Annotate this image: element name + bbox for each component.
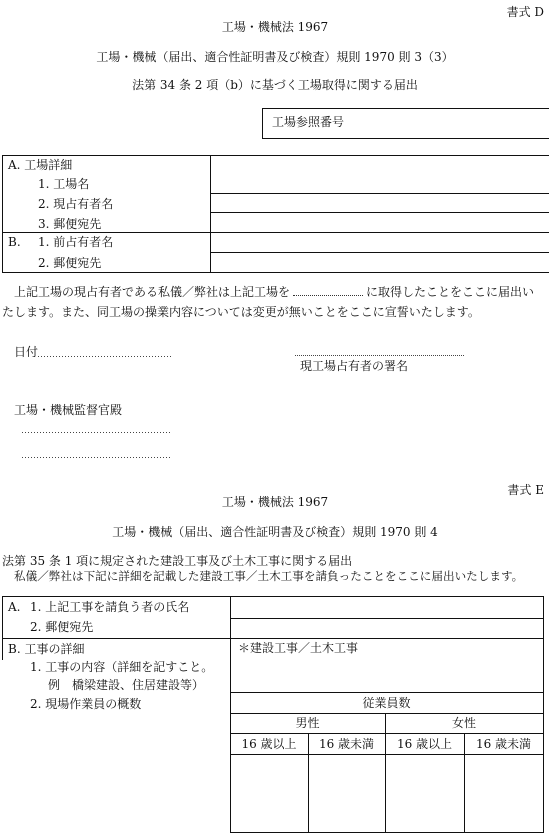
factory-name-label: 1. 工場名 (38, 177, 90, 191)
work-type-option: ＊建設工事／土木工事 (238, 641, 359, 655)
contractor-address-label: 2. 郵便宛先 (30, 620, 94, 634)
male-column-header: 男性 (295, 716, 320, 730)
previous-occupier-label: 1. 前占有者名 (38, 235, 114, 249)
form-d-act-title: 工場・機械法 1967 (221, 20, 329, 34)
acquisition-date-blank (293, 285, 363, 296)
form-e-declaration: 私儀／弊社は下記に詳細を記載した建設工事／土木工事を請負ったことをここに届出いたします。 (14, 569, 524, 583)
form-e-act-title: 工場・機械法 1967 (221, 495, 329, 509)
declaration-line-2: たします。また、同工場の操業内容については変更が無いことをここに宣誓いたします。 (2, 305, 480, 319)
form-e-notice-title: 法第 35 条 1 項に規定された建設工事及び土木工事に関する届出 (2, 554, 353, 568)
occupier-signature-label: 現工場占有者の署名 (300, 359, 409, 373)
date-label: 日付 (14, 345, 39, 359)
work-details-heading: B. 工事の詳細 (8, 642, 85, 656)
work-nature-label: 1. 工事の内容（詳細を記すこと。 (30, 660, 214, 674)
inspector-addressee: 工場・機械監督官殿 (14, 403, 123, 417)
female-under-16-header: 16 歳未満 (475, 737, 532, 751)
postal-address-label: 3. 郵便宛先 (38, 217, 102, 231)
female-16-and-over-header: 16 歳以上 (396, 737, 453, 751)
worker-count-label: 2. 現場作業員の概数 (30, 697, 142, 711)
contractor-name-label: 1. 上記工事を請負う者の氏名 (30, 600, 190, 614)
male-under-16-header: 16 歳未満 (318, 737, 375, 751)
work-nature-example: 例 橋梁建設、住居建設等） (48, 678, 205, 692)
male-16-and-over-header: 16 歳以上 (241, 737, 297, 751)
form-e-section-a-marker: A. (8, 600, 21, 614)
form-d-label: 書式 D (506, 5, 544, 19)
female-column-header: 女性 (451, 716, 476, 730)
declaration-line-1-start: 上記工場の現占有者である私儀／弊社は上記工場を (14, 285, 291, 299)
declaration-line-1-end: に取得したことをここに届出い (366, 285, 535, 299)
form-e-label: 書式 E (507, 483, 544, 497)
factory-reference-label: 工場参照番号 (272, 115, 345, 129)
employee-count-heading: 従業員数 (362, 696, 411, 710)
previous-postal-address-label: 2. 郵便宛先 (38, 256, 102, 270)
form-d-regulation-title: 工場・機械（届出、適合性証明書及び検査）規則 1970 則 3（3） (96, 50, 454, 64)
section-b-marker: B. (8, 235, 21, 249)
form-d-notice-title: 法第 34 条 2 項（b）に基づく工場取得に関する届出 (132, 78, 418, 92)
current-occupier-label: 2. 現占有者名 (38, 197, 114, 211)
declaration-line-1 (14, 285, 534, 299)
section-a-heading: A. 工場詳細 (8, 158, 73, 172)
form-e-regulation-title: 工場・機械（届出、適合性証明書及び検査）規則 1970 則 4 (112, 525, 438, 539)
